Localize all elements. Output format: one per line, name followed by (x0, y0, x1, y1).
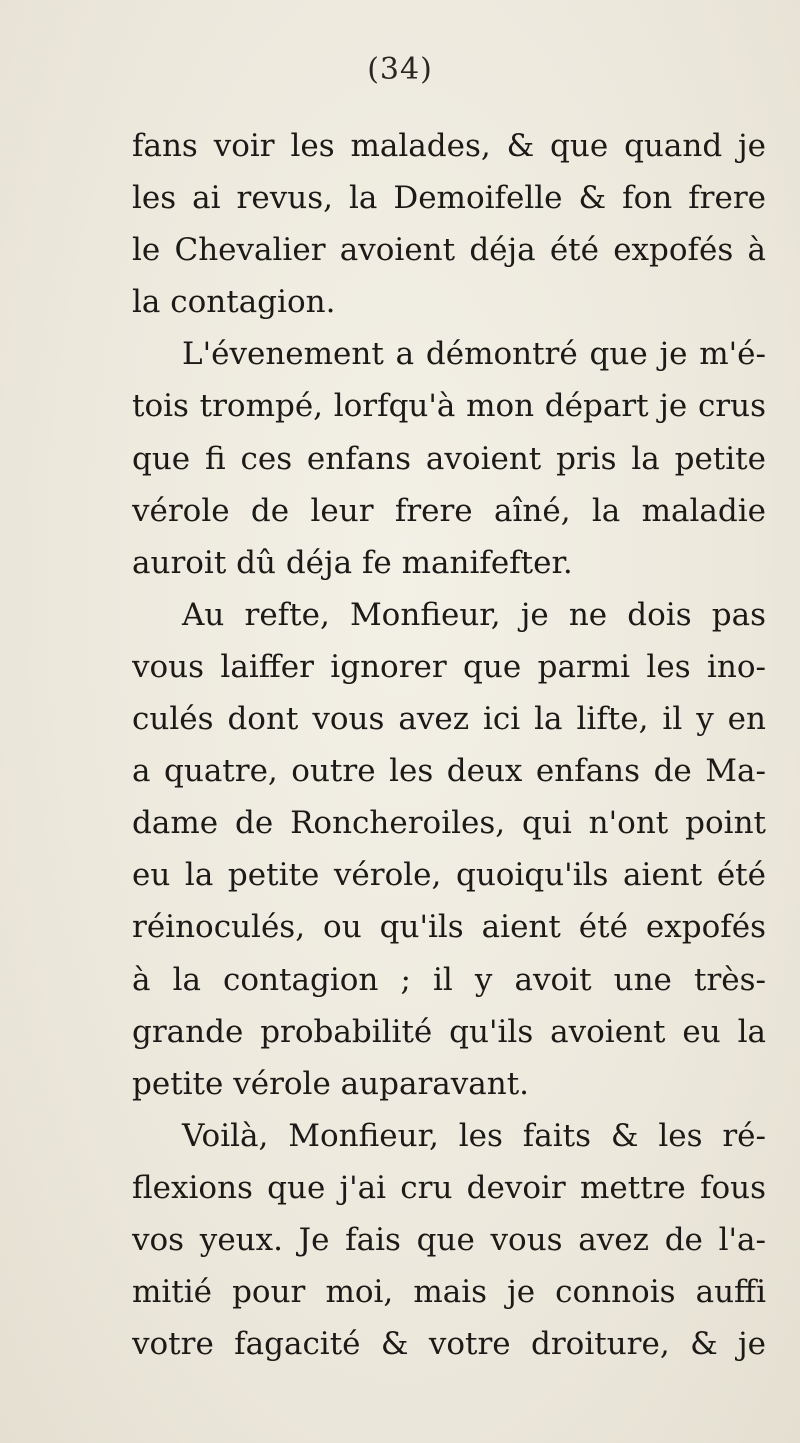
text-line: petite vérole auparavant. (132, 1065, 530, 1102)
text-line: que fi ces enfans avoient pris la petite (132, 440, 766, 477)
text-line: vérole de leur frere aîné, la maladie (132, 492, 766, 529)
text-line: mitié pour moi, mais je connois auffi (132, 1274, 766, 1311)
body-text (132, 120, 766, 1370)
text-line: votre fagacité & votre droiture, & je (132, 1326, 766, 1363)
text-line: flexions que j'ai cru devoir mettre fous (132, 1169, 766, 1206)
text-line: vous laiffer ignorer que parmi les ino- (132, 648, 766, 685)
text-line: a quatre, outre les deux enfans de Ma- (132, 753, 766, 790)
text-line: à la contagion ; il y avoit une très- (132, 961, 766, 998)
text-line: dame de Roncheroiles, qui n'ont point (132, 805, 766, 842)
text-line: eu la petite vérole, quoiqu'ils aient été (132, 857, 766, 894)
text-line: auroit dû déja fe manifefter. (132, 544, 573, 581)
text-line: le Chevalier avoient déja été expofés à (132, 232, 766, 269)
text-line: culés dont vous avez ici la lifte, il y en (132, 701, 766, 738)
text-line: Au refte, Monfieur, je ne dois pas (182, 596, 766, 633)
text-line: vos yeux. Je fais que vous avez de l'a- (132, 1221, 766, 1258)
text-line: tois trompé, lorfqu'à mon départ je crus (132, 388, 766, 425)
text-line: réinoculés, ou qu'ils aient été expofés (132, 909, 766, 946)
text-line: Voilà, Monfieur, les faits & les ré- (182, 1117, 766, 1154)
text-line: grande probabilité qu'ils avoient eu la (132, 1013, 766, 1050)
text-line: les ai revus, la Demoifelle & fon frere (132, 180, 766, 217)
text-line: fans voir les malades, & que quand je (132, 128, 766, 164)
page-number: (34) (367, 52, 433, 87)
text-line: la contagion. (132, 284, 336, 321)
text-line: L'évenement a démontré que je m'é- (182, 336, 766, 373)
